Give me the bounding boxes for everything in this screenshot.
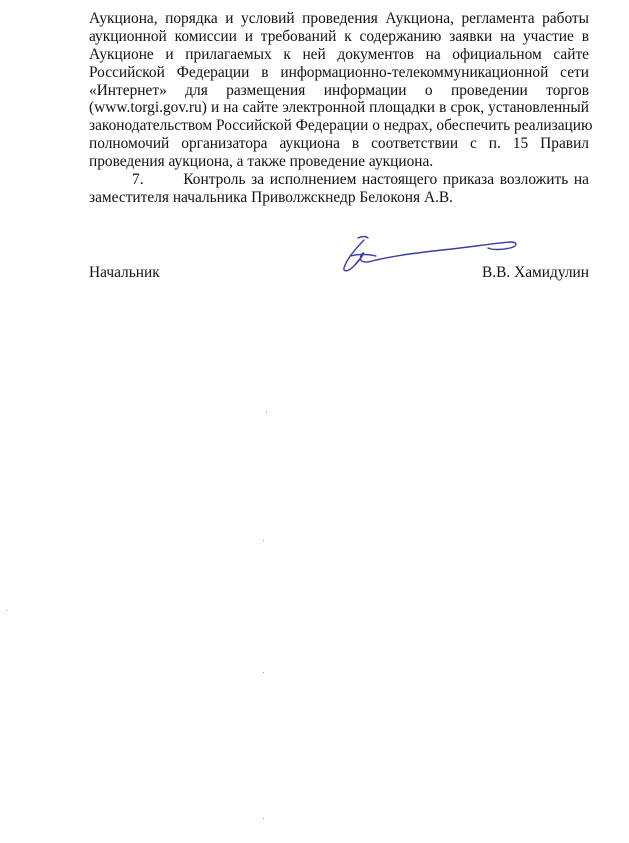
item-7-text: Контроль за исполнением настоящего приказа возложить на <box>183 171 590 189</box>
item-7-number: 7. <box>132 171 144 189</box>
scan-speck <box>266 412 267 413</box>
item-7-line-2: заместителя начальника Приволжскнедр Белоконя А.В. <box>89 188 454 206</box>
body-line: законодательством Российской Федерации о недрах, обеспечить реализацию <box>89 117 593 135</box>
scan-speck <box>263 818 264 819</box>
signatory-title: Начальник <box>89 264 160 281</box>
body-line: Аукциона, порядка и условий проведения Аукциона, регламента работы <box>89 10 589 27</box>
body-line: Российской Федерации в информационно-телекоммуникационной сети <box>89 63 589 81</box>
scan-speck <box>263 540 264 541</box>
document-body <box>89 10 593 207</box>
body-line: полномочий организатора аукциона в соответствии с п. 15 Правил <box>89 135 589 153</box>
body-line: «Интернет» для размещения информации о проведении торгов <box>89 81 589 99</box>
scan-speck <box>6 610 7 611</box>
body-line: проведения аукциона, а также проведение аукциона. <box>89 153 434 171</box>
item-7-line-1 <box>89 171 589 189</box>
scan-speck <box>263 672 264 673</box>
signatory-name: В.В. Хамидулин <box>482 264 589 281</box>
body-line: аукционной комиссии и требований к содержанию заявки на участие в <box>89 27 589 45</box>
body-line: (www.torgi.gov.ru) и на сайте электронной площадки в срок, установленный <box>89 99 589 117</box>
body-line: Аукционе и прилагаемых к ней документов на официальном сайте <box>89 45 589 63</box>
